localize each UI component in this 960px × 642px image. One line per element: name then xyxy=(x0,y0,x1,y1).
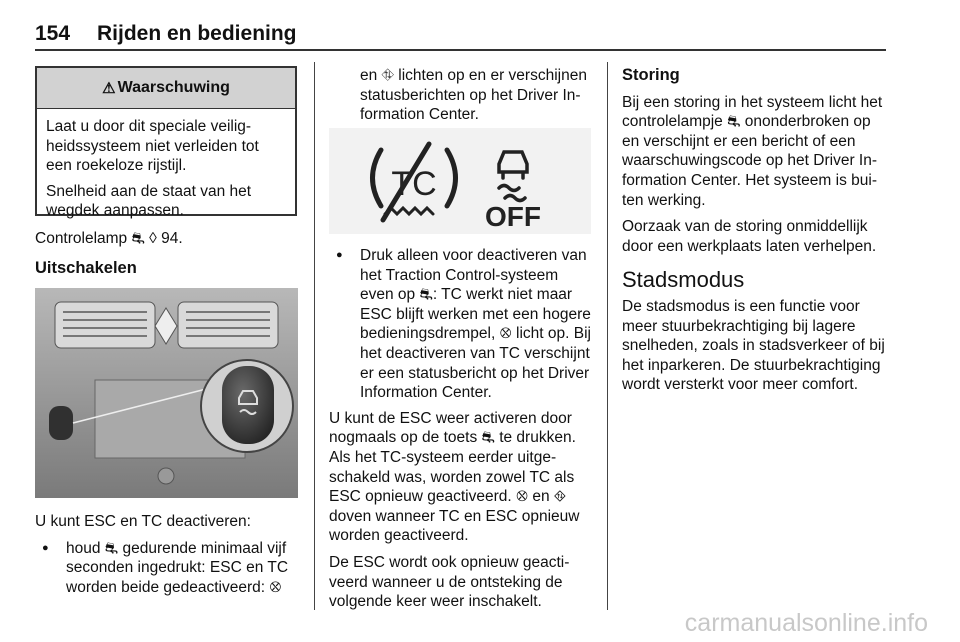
page-number: 154 xyxy=(35,22,71,45)
column-1-text-top xyxy=(35,229,300,285)
column-3-text xyxy=(622,66,888,402)
warning-box xyxy=(35,66,297,220)
ignition-paragraph: De ESC wordt ook opnieuw geactiveerd wanneer u de ontsteking de volgende keer weer inschakelt. xyxy=(329,553,570,611)
bullet-list-1 xyxy=(35,539,300,598)
stadsmodus-heading: Stadsmodus xyxy=(622,267,745,293)
warning-triangle-icon: ⚠ xyxy=(102,80,116,97)
warning-paragraph-2: Snelheid aan de staat van het wegdek aanpassen. xyxy=(46,182,252,220)
page-header xyxy=(35,22,297,46)
page-title: Rijden en bediening xyxy=(97,22,297,45)
warning-header xyxy=(37,68,295,109)
uitschakelen-heading: Uitschakelen xyxy=(35,258,137,277)
column-2-text-bottom xyxy=(329,246,595,619)
tc-icon-label: TC xyxy=(391,165,437,203)
warning-title: Waarschuwing xyxy=(117,79,230,96)
column-1-text-bottom xyxy=(35,512,300,603)
warning-body xyxy=(37,109,295,221)
bullet-item-1: ● houd ⛐ gedurende minimaal vijf seconden ingedrukt: ESC en TC worden beide gedeactiveerd: ⛒ xyxy=(35,539,300,598)
reactivate-paragraph: U kunt de ESC weer activeren door nogmaals op de toets ⛐ te drukken. Als het TC-systeem eerder uitgeschakeld was, worden zowel TC als ESC opnieuw geactiveerd. ⛒ en ⛗ doven wanneer TC en ESC opnieuw worden geactiveerd. xyxy=(329,409,580,545)
esc-button-small xyxy=(49,406,73,440)
stadsmodus-paragraph: De stadsmodus is een functie voor meer stuurbekrachtiging bij lagere snelheden, zoals in stadsverkeer of bij het inparkeren. De stuurbekrachtiging wordt versterkt voor meer comfort. xyxy=(622,297,885,394)
warning-paragraph-1: Laat u door dit speciale veiligheidssysteem niet verleiden tot een roekeloze rijstijl. xyxy=(46,118,259,175)
header-rule xyxy=(35,49,886,51)
off-label: OFF xyxy=(485,201,541,232)
storing-paragraph-1: Bij een storing in het systeem licht het controlelampje ⛐ ononderbroken op en verschijnt er een bericht of een waarschuwingscode op het Driver Information Center. Het systeem is buiten werking. xyxy=(622,93,883,209)
watermark: carmanualsonline.info xyxy=(684,609,928,637)
bullet-item-2: ● Druk alleen voor deactiveren van het Traction Control-systeem even op ⛐: TC werkt niet maar ESC blijft werken met een hogere bedieningsdrempel, ⛒ licht op. Bij het deactiveren van TC verschijnt er een statusbericht op het Driver Information Center. xyxy=(329,246,595,403)
storing-heading: Storing xyxy=(622,66,680,84)
controlelamp-ref: Controlelamp ⛐ ◊ 94. xyxy=(35,230,183,247)
bullet-list-2 xyxy=(329,246,595,403)
continuation-text: en ⛗ lichten op en er verschijnen statusberichten op het Driver Information Center. xyxy=(360,67,587,124)
deactivate-intro: U kunt ESC en TC deactiveren: xyxy=(35,513,251,530)
storing-paragraph-2: Oorzaak van de storing onmiddellijk door een werkplaats laten verhelpen. xyxy=(622,218,877,255)
column-2-text-top xyxy=(329,66,595,132)
column-divider-1 xyxy=(314,62,315,610)
tc-off-indicator-image xyxy=(329,128,591,234)
column-divider-2 xyxy=(607,62,608,610)
dashboard-photo xyxy=(35,288,298,498)
